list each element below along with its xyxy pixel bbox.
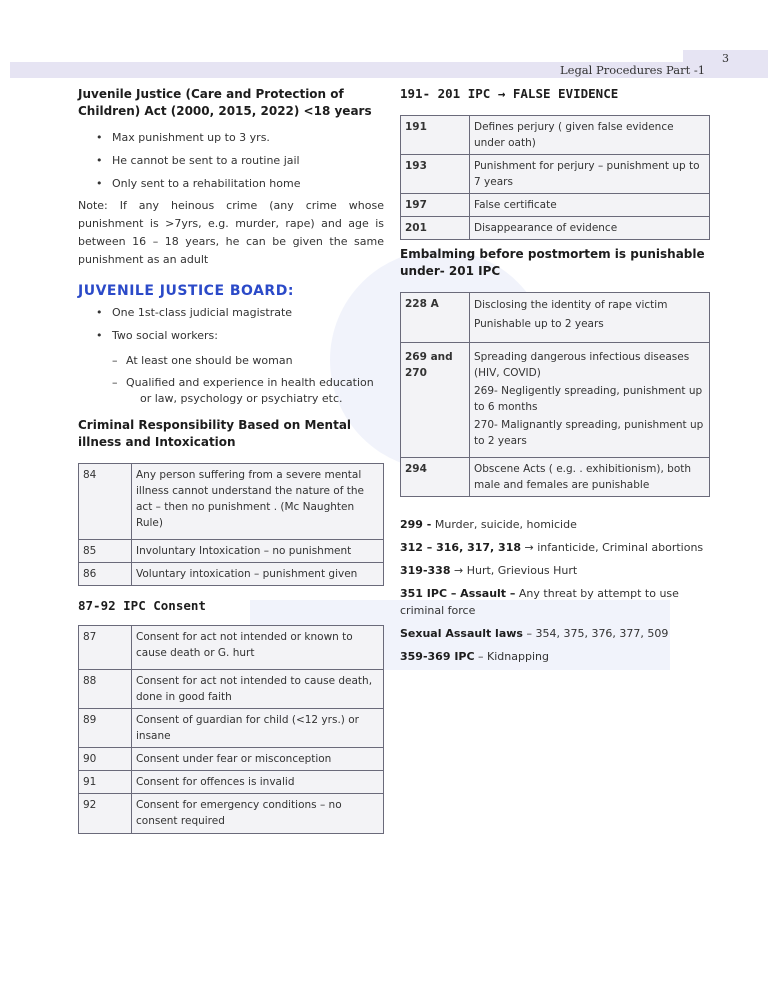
- cell-line: Disclosing the identity of rape victim: [474, 299, 668, 311]
- list-item: • One 1st-class judicial magistrate: [78, 301, 384, 324]
- list-item: [400, 622, 710, 645]
- section-value: – Kidnapping: [474, 650, 549, 663]
- table-cell-text: Punishment for perjury – punishment up to 7 years: [470, 155, 710, 194]
- jjb-title: JUVENILE JUSTICE BOARD:: [78, 283, 294, 299]
- table-cell-code: 294: [401, 458, 470, 497]
- table-cell-code: 87: [79, 626, 132, 670]
- offences-table: [400, 292, 710, 497]
- table-row: [401, 458, 710, 497]
- table-cell-code: 269 and 270: [401, 343, 470, 458]
- section-key: 351 IPC – Assault –: [400, 587, 516, 600]
- table-row: [79, 464, 384, 540]
- running-header-title: Legal Procedures Part -1: [560, 63, 706, 77]
- table-cell-text: Consent for emergency conditions – no consent required: [132, 794, 384, 834]
- section-value: Any threat by attempt to use criminal force: [400, 587, 679, 617]
- list-item: • Two social workers:: [78, 324, 384, 347]
- list-item: • Max punishment up to 3 yrs.: [78, 126, 384, 149]
- section-value: → infanticide, Criminal abortions: [521, 541, 704, 554]
- false-evidence-table: [400, 115, 710, 240]
- table-row: [79, 626, 384, 670]
- list-subitem-continuation: or law, psychology or psychiatry etc.: [140, 392, 343, 405]
- table-row: [401, 217, 710, 240]
- table-cell-code: 86: [79, 563, 132, 586]
- list-item: [400, 645, 710, 668]
- list-item: [400, 559, 710, 582]
- table-row: [79, 563, 384, 586]
- section-value: – 354, 375, 376, 377, 509: [522, 627, 669, 640]
- consent-table: [78, 625, 384, 834]
- heinous-crime-note: Note: If any heinous crime (any crime whose punishment is >7yrs, e.g. murder, rape) and age is between 16 – 18 years, he can be given the same punishment as an adult: [78, 199, 384, 266]
- consent-heading: 87-92 IPC Consent: [78, 598, 206, 613]
- cell-line: Obscene Acts ( e.g. . exhibitionism), both male and females are punishable: [474, 463, 692, 491]
- table-cell-text: Voluntary intoxication – punishment given: [132, 563, 384, 586]
- criminal-responsibility-heading: Criminal Responsibility Based on Mental illness and Intoxication: [78, 418, 352, 449]
- table-cell-text: [470, 458, 710, 497]
- jj-bullets: [78, 126, 384, 195]
- table-cell-code: 84: [79, 464, 132, 540]
- ipc-sections-list: [400, 513, 710, 668]
- list-item: [400, 513, 710, 536]
- list-item: [400, 585, 710, 619]
- table-cell-code: 191: [401, 116, 470, 155]
- section-key: Sexual Assault laws: [400, 627, 523, 640]
- table-cell-text: Consent of guardian for child (<12 yrs.) or insane: [132, 709, 384, 748]
- table-row: [401, 293, 710, 343]
- table-row: [79, 670, 384, 709]
- cell-line: Punishable up to 2 years: [474, 318, 604, 330]
- table-cell-code: 228 A: [401, 293, 470, 343]
- table-row: [79, 748, 384, 771]
- table-cell-code: 91: [79, 771, 132, 794]
- section-value: Murder, suicide, homicide: [431, 518, 577, 531]
- table-row: [401, 116, 710, 155]
- list-subitem: – Qualified and experience in health education: [78, 375, 384, 391]
- section-key: 312 – 316, 317, 318: [400, 541, 522, 554]
- page-number: 3: [722, 52, 729, 65]
- table-cell-text: Involuntary Intoxication – no punishment: [132, 540, 384, 563]
- list-item: [400, 536, 710, 559]
- table-cell-text: [470, 293, 710, 343]
- list-item: • Only sent to a rehabilitation home: [78, 172, 384, 195]
- table-cell-code: 88: [79, 670, 132, 709]
- table-cell-code: 197: [401, 194, 470, 217]
- list-item: • He cannot be sent to a routine jail: [78, 149, 384, 172]
- table-cell-text: Defines perjury ( given false evidence under oath): [470, 116, 710, 155]
- table-cell-code: 193: [401, 155, 470, 194]
- right-column: [400, 86, 710, 668]
- section-key: 319-338: [400, 564, 451, 577]
- jjb-list: [78, 301, 384, 407]
- table-cell-code: 92: [79, 794, 132, 834]
- table-cell-text: Any person suffering from a severe mental illness cannot understand the nature of the act – then no punishment . (Mc Naughten Rule): [132, 464, 384, 540]
- table-cell-code: 201: [401, 217, 470, 240]
- table-cell-code: 90: [79, 748, 132, 771]
- table-row: [401, 343, 710, 458]
- table-row: [79, 709, 384, 748]
- table-row: [79, 540, 384, 563]
- table-cell-text: Consent under fear or misconception: [132, 748, 384, 771]
- cell-line: 269- Negligently spreading, punishment up to 6 months: [474, 385, 703, 413]
- section-key: 299 -: [400, 518, 432, 531]
- cell-line: Spreading dangerous infectious diseases (HIV, COVID): [474, 351, 690, 379]
- table-cell-text: [470, 343, 710, 458]
- table-row: [79, 771, 384, 794]
- table-row: [401, 194, 710, 217]
- jj-act-heading: Juvenile Justice (Care and Protection of Children) Act (2000, 2015, 2022) <18 years: [78, 87, 372, 118]
- section-key: 359-369 IPC: [400, 650, 475, 663]
- left-column: [78, 86, 384, 834]
- embalming-heading: Embalming before postmortem is punishable under- 201 IPC: [400, 247, 705, 278]
- table-cell-text: Disappearance of evidence: [470, 217, 710, 240]
- table-cell-code: 85: [79, 540, 132, 563]
- criminal-responsibility-table: [78, 463, 384, 586]
- table-cell-text: Consent for act not intended or known to cause death or G. hurt: [132, 626, 384, 670]
- table-cell-text: Consent for act not intended to cause death, done in good faith: [132, 670, 384, 709]
- table-cell-code: 89: [79, 709, 132, 748]
- false-evidence-heading: 191- 201 IPC → FALSE EVIDENCE: [400, 86, 619, 101]
- table-cell-text: False certificate: [470, 194, 710, 217]
- table-cell-text: Consent for offences is invalid: [132, 771, 384, 794]
- table-row: [79, 794, 384, 834]
- section-value: → Hurt, Grievious Hurt: [450, 564, 578, 577]
- list-subitem: – At least one should be woman: [78, 353, 384, 369]
- table-row: [401, 155, 710, 194]
- cell-line: 270- Malignantly spreading, punishment up to 2 years: [474, 419, 704, 447]
